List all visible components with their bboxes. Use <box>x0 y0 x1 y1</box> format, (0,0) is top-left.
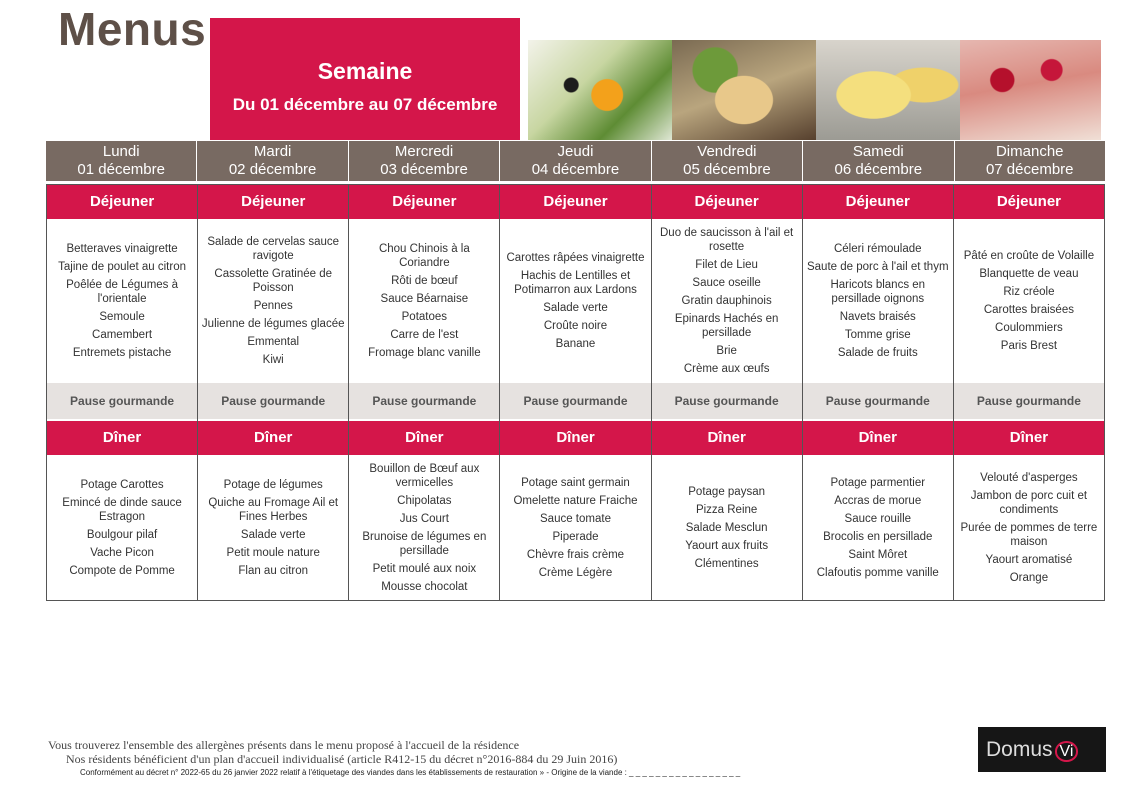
menu-item: Chèvre frais crème <box>526 549 625 561</box>
menu-item: Hachis de Lentilles et Potimarron aux Lardons <box>514 270 637 296</box>
day-name: Dimanche <box>995 143 1064 160</box>
menu-item: Jus Court <box>399 513 449 525</box>
menu-item: Navets braisés <box>839 311 916 323</box>
lunch-items <box>50 220 194 382</box>
dinner-header: Dîner <box>652 421 802 455</box>
menu-item: Clafoutis pomme vanille <box>816 567 939 579</box>
menu-item: Vache Picon <box>90 547 154 559</box>
menu-item: Kiwi <box>262 354 284 366</box>
menu-item: Duo de saucisson à l'ail et rosette <box>660 227 794 253</box>
day-date: 07 décembre <box>985 161 1074 178</box>
menu-item: Riz créole <box>1003 286 1055 298</box>
menu-item: Brie <box>716 345 737 357</box>
allergen-notice: Vous trouverez l'ensemble des allergènes présents dans le menu proposé à l'accueil de la résidence <box>48 738 520 752</box>
menu-item: Epinards Hachés en persillade <box>674 313 779 339</box>
menu-item: Petit moule nature <box>226 547 320 559</box>
dinner-items <box>352 456 496 600</box>
menu-item: Potage paysan <box>688 486 765 498</box>
menu-item: Banane <box>555 338 596 350</box>
day-date: 01 décembre <box>77 161 165 178</box>
menu-item: Piperade <box>552 531 599 543</box>
menu-item: Clémentines <box>694 558 759 570</box>
menu-item: Orange <box>1009 572 1049 584</box>
menu-item: Carottes râpées vinaigrette <box>506 252 645 264</box>
menu-item: Quiche au Fromage Ail et Fines Herbes <box>208 497 339 523</box>
menu-item: Sauce tomate <box>540 513 611 525</box>
menu-item: Haricots blancs en persillade oignons <box>830 279 926 305</box>
menu-item: Purée de pommes de terre maison <box>960 522 1098 548</box>
dinner-items <box>50 456 194 600</box>
menu-item: Cassolette Gratinée de Poisson <box>214 268 333 294</box>
lunch-header: Déjeuner <box>954 185 1104 219</box>
snack-break: Pause gourmande <box>803 383 953 419</box>
menu-item: Salade de cervelas sauce ravigote <box>207 236 340 262</box>
snack-break: Pause gourmande <box>349 383 499 419</box>
week-banner <box>210 18 520 140</box>
day-date: 04 décembre <box>531 161 620 178</box>
logo-text: Domus <box>986 738 1053 761</box>
lunch-items <box>957 220 1101 382</box>
appetizer-photo <box>528 40 672 140</box>
menu-item: Brocolis en persillade <box>823 531 933 543</box>
menu-item: Crème aux œufs <box>683 363 770 375</box>
page-title: Menus <box>58 3 207 55</box>
menu-item: Sauce Béarnaise <box>380 293 469 305</box>
day-header-row <box>46 141 1105 181</box>
menu-item: Coulommiers <box>995 322 1063 334</box>
lunch-header: Déjeuner <box>652 185 802 219</box>
menu-item: Fromage blanc vanille <box>368 347 481 359</box>
menu-item: Céleri rémoulade <box>833 243 922 255</box>
logo-mark: Vi <box>1055 741 1079 762</box>
day-name: Vendredi <box>697 143 757 160</box>
menu-item: Flan au citron <box>238 565 309 577</box>
day-date: 02 décembre <box>228 161 317 178</box>
menu-item: Potage saint germain <box>521 477 630 489</box>
dinner-header: Dîner <box>500 421 650 455</box>
lunch-items <box>352 220 496 382</box>
dinner-items <box>957 456 1101 600</box>
day-header-6 <box>803 141 954 181</box>
menu-item: Salade verte <box>240 529 306 541</box>
menu-item: Potage parmentier <box>830 477 926 489</box>
day-date: 05 décembre <box>683 161 771 178</box>
domusvi-logo <box>978 727 1106 772</box>
snack-break: Pause gourmande <box>198 383 348 419</box>
dinner-header: Dîner <box>954 421 1104 455</box>
menu-item: Bouillon de Bœuf aux vermicelles <box>369 463 480 489</box>
snack-break: Pause gourmande <box>954 383 1104 419</box>
lunch-items <box>806 220 950 382</box>
menu-item: Pizza Reine <box>695 504 758 516</box>
dinner-header: Dîner <box>47 421 197 455</box>
day-column-3 <box>349 185 500 600</box>
day-header-5 <box>652 141 803 181</box>
menu-item: Saint Môret <box>848 549 908 561</box>
day-header-4 <box>500 141 651 181</box>
dinner-items <box>201 456 345 600</box>
menu-item: Paris Brest <box>1000 340 1058 352</box>
menu-item: Filet de Lieu <box>695 259 758 271</box>
menu-item: Petit moulé aux noix <box>372 563 477 575</box>
day-header-3 <box>349 141 500 181</box>
menu-item: Yaourt aromatisé <box>985 554 1073 566</box>
week-dates: Du 01 décembre au 07 décembre <box>232 95 498 114</box>
menu-item: Brunoise de légumes en persillade <box>362 531 487 557</box>
menu-item: Jambon de porc cuit et condiments <box>970 490 1088 516</box>
day-header-7 <box>955 141 1105 181</box>
dinner-items <box>655 456 799 600</box>
snack-break: Pause gourmande <box>652 383 802 419</box>
menu-item: Camembert <box>92 329 153 341</box>
menu-item: Emmental <box>247 336 300 348</box>
lunch-items <box>655 220 799 382</box>
menu-item: Salade verte <box>543 302 608 314</box>
lunch-header: Déjeuner <box>349 185 499 219</box>
lunch-header: Déjeuner <box>198 185 348 219</box>
lunch-header: Déjeuner <box>803 185 953 219</box>
menu-item: Pennes <box>253 300 293 312</box>
day-name: Jeudi <box>557 143 594 160</box>
menu-item: Emincé de dinde sauce Estragon <box>62 497 182 523</box>
menu-item: Potage Carottes <box>80 479 164 491</box>
menu-item: Chou Chinois à la Coriandre <box>378 243 470 269</box>
menu-item: Carre de l'est <box>390 329 459 341</box>
menu-item: Mousse chocolat <box>381 581 468 593</box>
menu-item: Potage de légumes <box>223 479 323 491</box>
menu-item: Poêlée de Légumes à l'orientale <box>66 279 179 305</box>
day-name: Mercredi <box>394 143 454 160</box>
day-column-1 <box>47 185 198 600</box>
menu-item: Pâté en croûte de Volaille <box>963 250 1095 262</box>
dinner-items <box>806 456 950 600</box>
pasta-salad-photo <box>672 40 816 140</box>
dinner-header: Dîner <box>198 421 348 455</box>
snack-break: Pause gourmande <box>47 383 197 419</box>
day-column-4 <box>500 185 651 600</box>
cheese-photo <box>816 40 960 140</box>
menu-item: Tajine de poulet au citron <box>58 261 186 273</box>
menu-item: Sauce rouille <box>844 513 912 525</box>
day-name: Lundi <box>102 143 140 160</box>
menu-item: Sauce oseille <box>692 277 761 289</box>
menu-item: Entremets pistache <box>72 347 172 359</box>
day-header-2 <box>197 141 348 181</box>
lunch-items <box>503 220 647 382</box>
meat-origin-notice: Conformément au décret n° 2022-65 du 26 janvier 2022 relatif à l'étiquetage des viandes dans les établissements de restauration » - Origine de la viande : _ _ _ _ _ _ _ _ _ _ _ _ _ _ _ _ _ <box>80 768 741 777</box>
menu-item: Accras de morue <box>834 495 922 507</box>
dinner-header: Dîner <box>803 421 953 455</box>
menu-grid <box>46 184 1105 601</box>
menu-item: Crème Légère <box>538 567 613 579</box>
lunch-header: Déjeuner <box>47 185 197 219</box>
day-date: 06 décembre <box>834 161 923 178</box>
day-column-6 <box>803 185 954 600</box>
menu-item: Julienne de légumes glacée <box>201 318 345 330</box>
day-column-5 <box>652 185 803 600</box>
day-column-7 <box>954 185 1104 600</box>
menu-item: Yaourt aux fruits <box>685 540 769 552</box>
menu-item: Compote de Pomme <box>69 565 175 577</box>
menu-item: Salade Mesclun <box>685 522 768 534</box>
day-name: Samedi <box>852 143 904 160</box>
dinner-items <box>503 456 647 600</box>
week-label: Semaine <box>317 58 413 84</box>
menu-item: Velouté d'asperges <box>980 472 1078 484</box>
day-column-2 <box>198 185 349 600</box>
menu-item: Carottes braisées <box>983 304 1074 316</box>
menu-item: Omelette nature Fraiche <box>513 495 638 507</box>
menu-item: Chipolatas <box>397 495 452 507</box>
resident-plan-notice: Nos résidents bénéficient d'un plan d'accueil individualisé (article R412-15 du décret n°2016-884 du 29 Juin 2016) <box>66 752 618 766</box>
menu-item: Croûte noire <box>543 320 608 332</box>
menu-item: Saute de porc à l'ail et thym <box>806 261 949 273</box>
menu-item: Salade de fruits <box>837 347 918 359</box>
menu-item: Semoule <box>99 311 145 323</box>
day-name: Mardi <box>253 143 292 160</box>
menu-item: Betteraves vinaigrette <box>66 243 178 255</box>
menu-item: Potatoes <box>401 311 448 323</box>
day-header-1 <box>46 141 197 181</box>
menu-item: Blanquette de veau <box>979 268 1079 280</box>
snack-break: Pause gourmande <box>500 383 650 419</box>
menu-item: Tomme grise <box>844 329 911 341</box>
menu-item: Gratin dauphinois <box>681 295 772 307</box>
lunch-header: Déjeuner <box>500 185 650 219</box>
lunch-items <box>201 220 345 382</box>
menu-item: Rôti de bœuf <box>391 275 458 287</box>
cherry-tart-photo <box>960 40 1101 140</box>
day-date: 03 décembre <box>380 161 468 178</box>
dinner-header: Dîner <box>349 421 499 455</box>
menu-item: Boulgour pilaf <box>86 529 158 541</box>
